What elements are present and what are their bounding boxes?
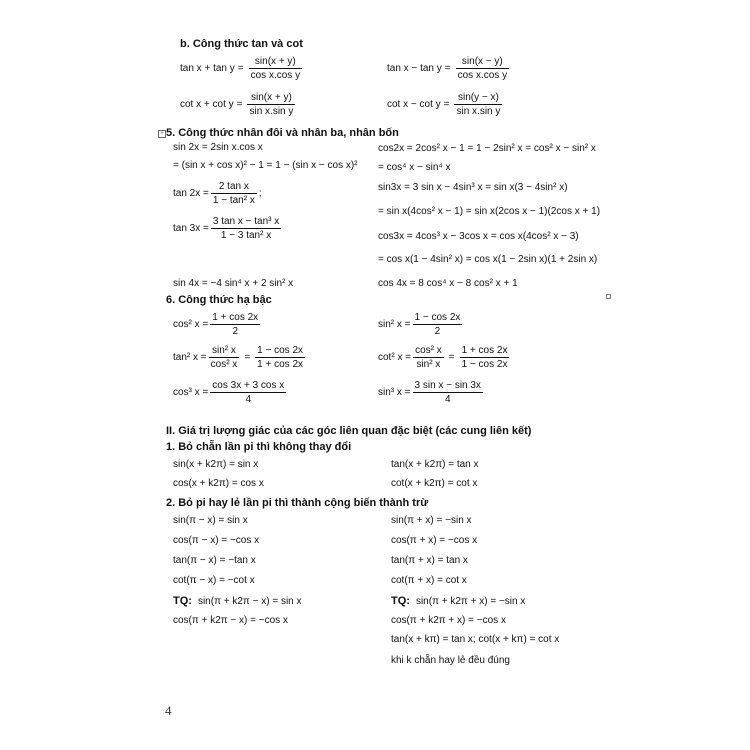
sin4x-line: sin 4x = −4 sin⁴ x + 2 sin² x	[173, 278, 294, 289]
cos2x-line-2: = cos⁴ x − sin⁴ x	[378, 162, 451, 173]
sin3x-line-2: = sin x(4cos² x − 1) = sin x(2cos x − 1)(2cos x + 1)	[378, 206, 601, 217]
formula-line: cot(x + k2π) = cot x	[391, 478, 478, 489]
formula-cot2: cot² x = $\frac{\text{cos² x}}{\text{sin² x}}$ = $\frac{1 + \cos 2x}{1 - \cos 2x}$	[378, 345, 508, 370]
sin2x-line: sin 2x = 2sin x.cos x	[173, 142, 263, 153]
subsection-2-heading: 2. Bỏ pi hay lẻ lần pi thì thành cộng biến thành trừ	[166, 497, 429, 509]
section-5-heading: 5. Công thức nhân đôi và nhân ba, nhân bốn	[166, 127, 399, 139]
lhs: tan x + tan y	[180, 63, 235, 74]
formula-line: cos(π + k2π − x) = −cos x	[173, 615, 288, 626]
formula-tan2: tan² x = $\frac{\text{sin² x}}{\text{cos² x}}$ = $\frac{1 - \cos 2x}{1 + \cos 2x}$	[173, 345, 304, 370]
subsection-1-heading: 1. Bỏ chẵn lần pi thì không thay đổi	[166, 441, 352, 453]
sin2x-line-2: = (sin x + cos x)² − 1 = 1 − (sin x − cos x)²	[173, 160, 358, 171]
move-handle-icon[interactable]: +	[158, 130, 166, 138]
formula-cos2: cos² x = $\frac{1 + \cos 2x}{2}$	[173, 312, 259, 337]
page-number: 4	[165, 703, 172, 718]
tq-right: TQ: sin(π + k2π + x) = −sin x	[391, 595, 526, 607]
formula-line: tan(π + x) = tan x	[391, 555, 468, 566]
formula-cot-diff: cot x − cot y = $\frac{\sin(y - x)}{\text{sin x.sin y}}$	[387, 92, 501, 117]
formula-line: cos(π + k2π + x) = −cos x	[391, 615, 506, 626]
formula-cot-sum: cot x + cot y = $\frac{\sin(x + y)}{\text{sin x.sin y}}$	[180, 92, 294, 117]
section-6-heading: 6. Công thức hạ bậc	[166, 294, 272, 306]
formula-line: sin(π − x) = sin x	[173, 515, 248, 526]
cos2x-line: cos2x = 2cos² x − 1 = 1 − 2sin² x = cos² x − sin² x	[378, 143, 596, 154]
formula-sin2: sin² x = $\frac{1 - \cos 2x}{2}$	[378, 312, 461, 337]
formula-line: cos(π − x) = −cos x	[173, 535, 260, 546]
formula-cos3: cos³ x = $\frac{\text{cos 3x + 3 cos x}}{4}$	[173, 380, 285, 405]
formula-line: cot(π − x) = −cot x	[173, 575, 255, 586]
formula-tan-diff: tan x − tan y = $\frac{\sin(x - y)}{\text{cos x.cos y}}$	[387, 56, 508, 81]
cos3x-line: cos3x = 4cos³ x − 3cos x = cos x(4cos² x − 3)	[378, 231, 579, 242]
sin3x-line: sin3x = 3 sin x − 4sin³ x = sin x(3 − 4sin² x)	[378, 182, 568, 193]
formula-line: sin(x + k2π) = sin x	[173, 459, 259, 470]
cos3x-line-2: = cos x(1 − 4sin² x) = cos x(1 − 2sin x)(1 + 2sin x)	[378, 254, 598, 265]
section-ii-heading: II. Giá trị lượng giác của các góc liên quan đặc biệt (các cung liên kết)	[166, 425, 532, 437]
formula-line: cos(π + x) = −cos x	[391, 535, 478, 546]
tq-left: TQ: sin(π + k2π − x) = sin x	[173, 595, 302, 607]
section-b-heading: b. Công thức tan và cot	[180, 38, 303, 50]
note-line: khi k chẵn hay lẻ đều đúng	[391, 655, 510, 666]
formula-line: tan(x + k2π) = tan x	[391, 459, 479, 470]
formula-sin3: sin³ x = $\frac{\text{3 sin x − sin 3x}}{4}$	[378, 380, 481, 405]
formula-line: cos(x + k2π) = cos x	[173, 478, 264, 489]
anchor-marker	[606, 294, 611, 299]
formula-line: tan(π − x) = −tan x	[173, 555, 256, 566]
formula-tan-sum: tan x + tan y = $\frac{\sin(x + y)}{\text{cos x.cos y}}$	[180, 56, 301, 81]
formula-line: tan(x + kπ) = tan x; cot(x + kπ) = cot x	[391, 634, 560, 645]
cos4x-line: cos 4x = 8 cos⁴ x − 8 cos² x + 1	[378, 278, 518, 289]
formula-line: sin(π + x) = −sin x	[391, 515, 472, 526]
formula-line: cot(π + x) = cot x	[391, 575, 467, 586]
formula-tan3x: tan 3x = $\frac{\text{3 tan x − tan³ x}}{\text{1 − 3 tan² x}}$	[173, 216, 280, 241]
formula-tan2x: tan 2x = $\frac{\text{2 tan x}}{\text{1 − tan² x}}$ ;	[173, 181, 262, 206]
